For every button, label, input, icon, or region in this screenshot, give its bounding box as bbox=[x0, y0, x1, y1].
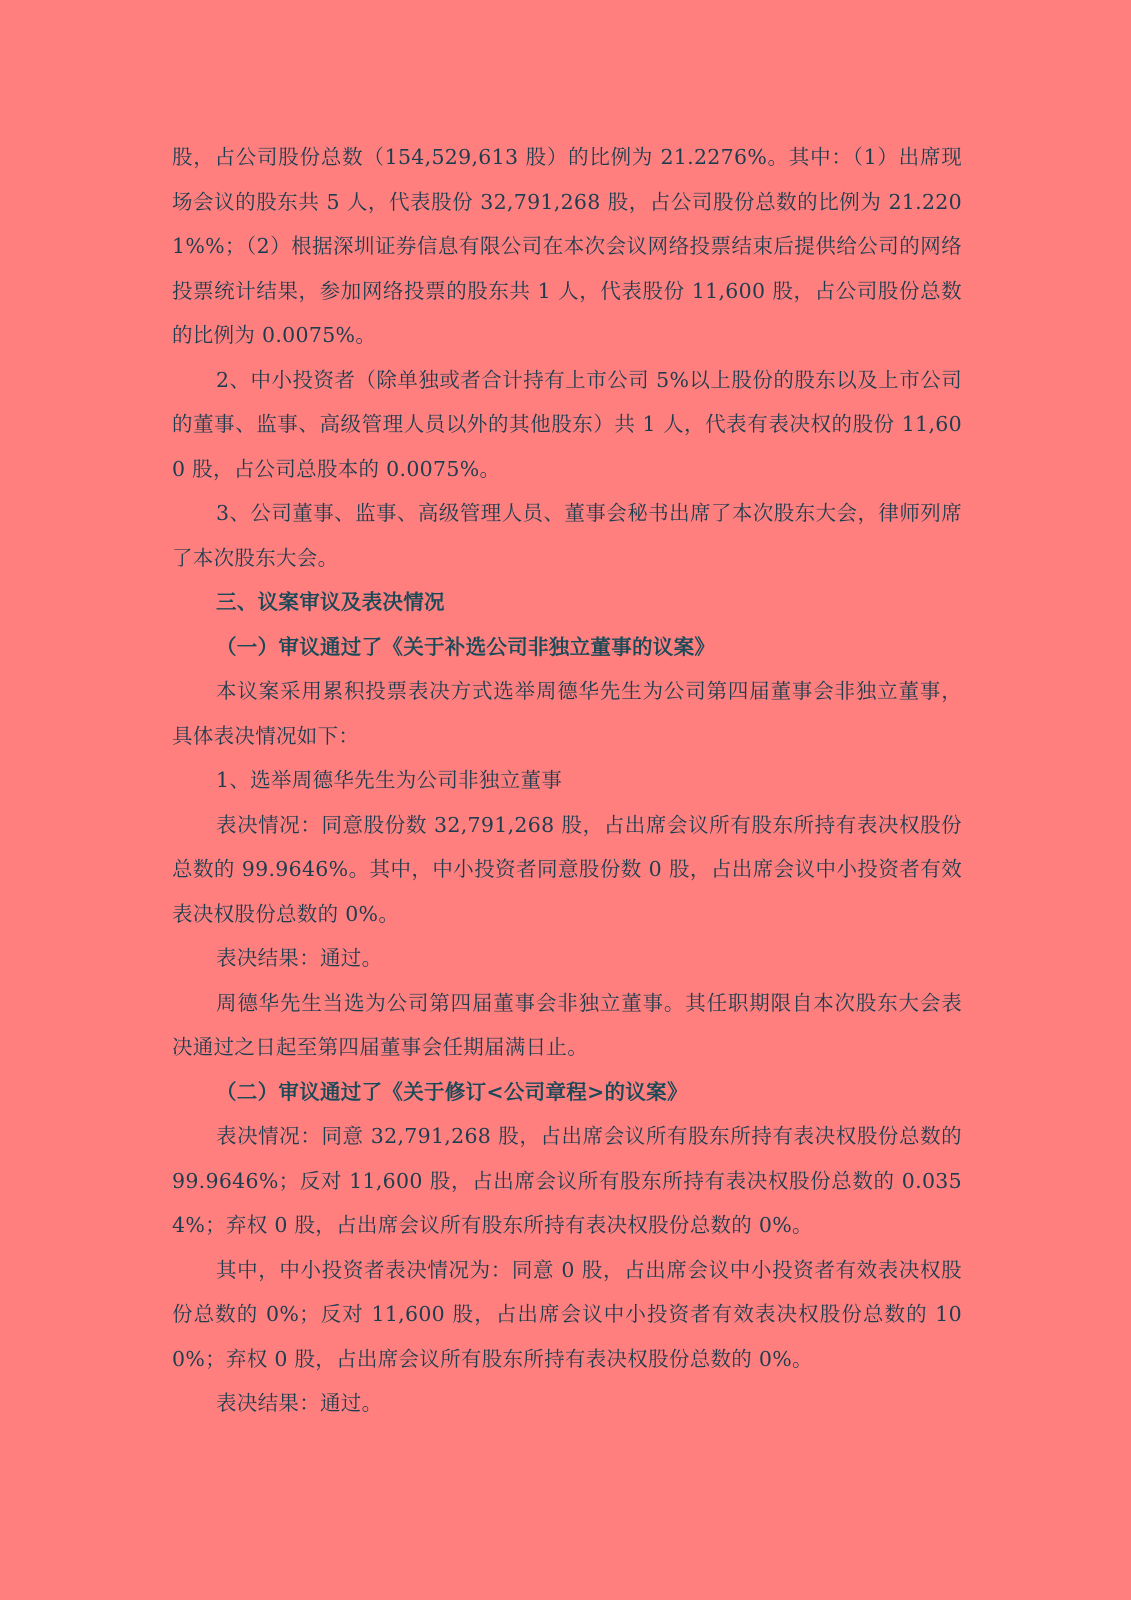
paragraph-resolution-1-intro: 本议案采用累积投票表决方式选举周德华先生为公司第四届董事会非独立董事，具体表决情况如下： bbox=[172, 679, 962, 748]
paragraph-directors-attendance: 3、公司董事、监事、高级管理人员、董事会秘书出席了本次股东大会，律师列席了本次股东大会。 bbox=[172, 501, 962, 570]
paragraph-minority-investors: 2、中小投资者（除单独或者合计持有上市公司 5%以上股份的股东以及上市公司的董事、监事、高级管理人员以外的其他股东）共 1 人，代表有表决权的股份 11,600 股，占公司总股本的 0.0075%。 bbox=[172, 367, 962, 481]
subheading-resolution-1: （一）审议通过了《关于补选公司非独立董事的议案》 bbox=[216, 634, 716, 659]
subheading-resolution-2: （二）审议通过了《关于修订<公司章程>的议案》 bbox=[216, 1079, 688, 1104]
paragraph-resolution-2-result: 表决结果：通过。 bbox=[216, 1391, 383, 1415]
paragraph-resolution-1-votes: 表决情况：同意股份数 32,791,268 股，占出席会议所有股东所持有表决权股份总数的 99.9646%。其中，中小投资者同意股份数 0 股，占出席会议中小投资者有效表决权股份总数的 0%。 bbox=[172, 812, 962, 926]
paragraph-attendance-summary: 股，占公司股份总数（154,529,613 股）的比例为 21.2276%。其中：（1）出席现场会议的股东共 5 人，代表股份 32,791,268 股，占公司股份总数的比例为 21.2201%%；（2）根据深圳证券信息有限公司在本次会议网络投票结束后提供给公司的网络投票统计结果，参加网络投票的股东共 1 人，代表股份 11,600 股，占公司股份总数的比例为 0.0075%。 bbox=[172, 145, 962, 347]
paragraph-resolution-2-votes: 表决情况：同意 32,791,268 股，占出席会议所有股东所持有表决权股份总数的 99.9646%；反对 11,600 股，占出席会议所有股东所持有表决权股份总数的 0.0354%；弃权 0 股，占出席会议所有股东所持有表决权股份总数的 0%。 bbox=[172, 1124, 962, 1237]
paragraph-resolution-1-outcome: 周德华先生当选为公司第四届董事会非独立董事。其任职期限自本次股东大会表决通过之日起至第四届董事会任期届满日止。 bbox=[172, 990, 962, 1059]
paragraph-resolution-1-result: 表决结果：通过。 bbox=[216, 946, 383, 970]
section-heading-resolutions: 三、议案审议及表决情况 bbox=[216, 590, 445, 614]
paragraph-resolution-2-minority-votes: 其中，中小投资者表决情况为：同意 0 股，占出席会议中小投资者有效表决权股份总数的 0%；反对 11,600 股，占出席会议中小投资者有效表决权股份总数的 100%；弃权 0 股，占出席会议所有股东所持有表决权股份总数的 0%。 bbox=[172, 1257, 962, 1371]
document-body bbox=[172, 135, 962, 1426]
paragraph-resolution-1-item: 1、选举周德华先生为公司非独立董事 bbox=[216, 768, 563, 792]
